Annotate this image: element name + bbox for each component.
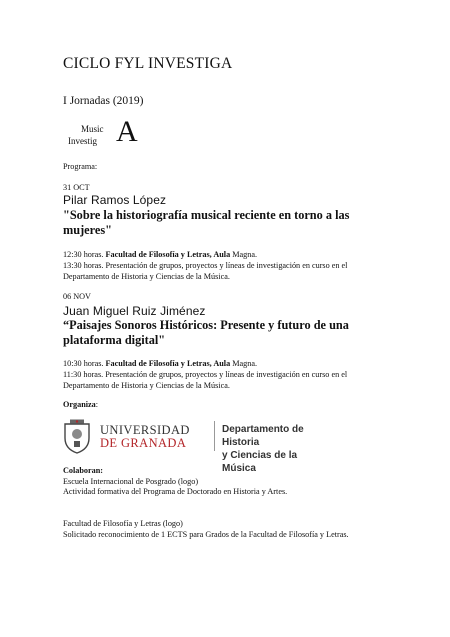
session-1-room: Magna. (230, 250, 258, 259)
ugr-name-line-1: UNIVERSIDAD (100, 423, 190, 437)
session-2-venue: Facultad de Filosofía y Letras, Aula (105, 359, 231, 368)
department-line-2: y Ciencias de la Música (222, 450, 298, 474)
department-line-1: Departamento de Historia (222, 424, 304, 448)
page-title: CICLO FYL INVESTIGA (63, 55, 233, 72)
organiza-colon: : (95, 400, 99, 409)
session-1-date: 31 OCT (63, 183, 90, 192)
ugr-name-line-2: DE GRANADA (100, 436, 187, 450)
session-1-talk-title: "Sobre la historiografía musical reciente en torno a las mujeres" (63, 208, 350, 237)
colaboran-label-text: Colaboran: (63, 466, 104, 475)
session-2-schedule-talk (63, 358, 393, 369)
session-1-time: 12:30 horas. (63, 250, 106, 259)
ugr-crest-icon (62, 418, 92, 454)
logo-letter: A (116, 115, 138, 148)
session-1-venue: Facultad de Filosofía y Letras, Aula (105, 250, 231, 259)
colaboran-item-1: Escuela Internacional de Posgrado (logo) (63, 476, 199, 486)
session-1-schedule-talk (63, 249, 393, 260)
facultad-name-text: Facultad de Filosofía y Letras (63, 519, 161, 528)
session-2-time: 10:30 horas. (63, 359, 106, 368)
session-2-date: 06 NOV (63, 292, 91, 301)
facultad-ects: Solicitado reconocimiento de 1 ECTS para Grados de la Facultad de Filosofía y Letras. (63, 529, 349, 539)
session-1-schedule-presentation: 13:30 horas. Presentación de grupos, proyectos y líneas de investigación en curso en el Departamento de Historia y Ciencias de la Música. (63, 261, 348, 281)
session-1-speaker: Pilar Ramos López (63, 193, 167, 207)
session-2-speaker: Juan Miguel Ruiz Jiménez (63, 304, 206, 318)
music-investiga-logo (68, 115, 138, 151)
ugr-divider (214, 421, 215, 451)
colaboran-label (63, 466, 287, 477)
session-2-talk-title: “Paisajes Sonoros Históricos: Presente y futuro de una plataforma digital" (63, 318, 349, 347)
facultad-name (63, 519, 349, 530)
organiza-label (63, 400, 98, 409)
colaboran-block (63, 466, 287, 498)
logo-line-2: Investig (68, 136, 97, 146)
logo-line-1: Music (81, 124, 104, 134)
session-2-schedule-presentation: 11:30 horas. Presentación de grupos, proyectos y líneas de investigación en curso en el Departamento de Historia y Ciencias de la Música. (63, 370, 348, 390)
facultad-logo-note: (logo) (160, 519, 183, 528)
jornadas-subtitle: I Jornadas (2019) (63, 95, 144, 107)
colaboran-item-2: Actividad formativa del Programa de Doctorado en Historia y Artes. (63, 487, 288, 496)
ugr-name (100, 424, 190, 450)
programa-label: Programa: (63, 162, 98, 171)
facultad-block (63, 519, 349, 540)
organiza-label-text: Organiza (63, 400, 96, 409)
session-2-room: Magna. (230, 359, 258, 368)
